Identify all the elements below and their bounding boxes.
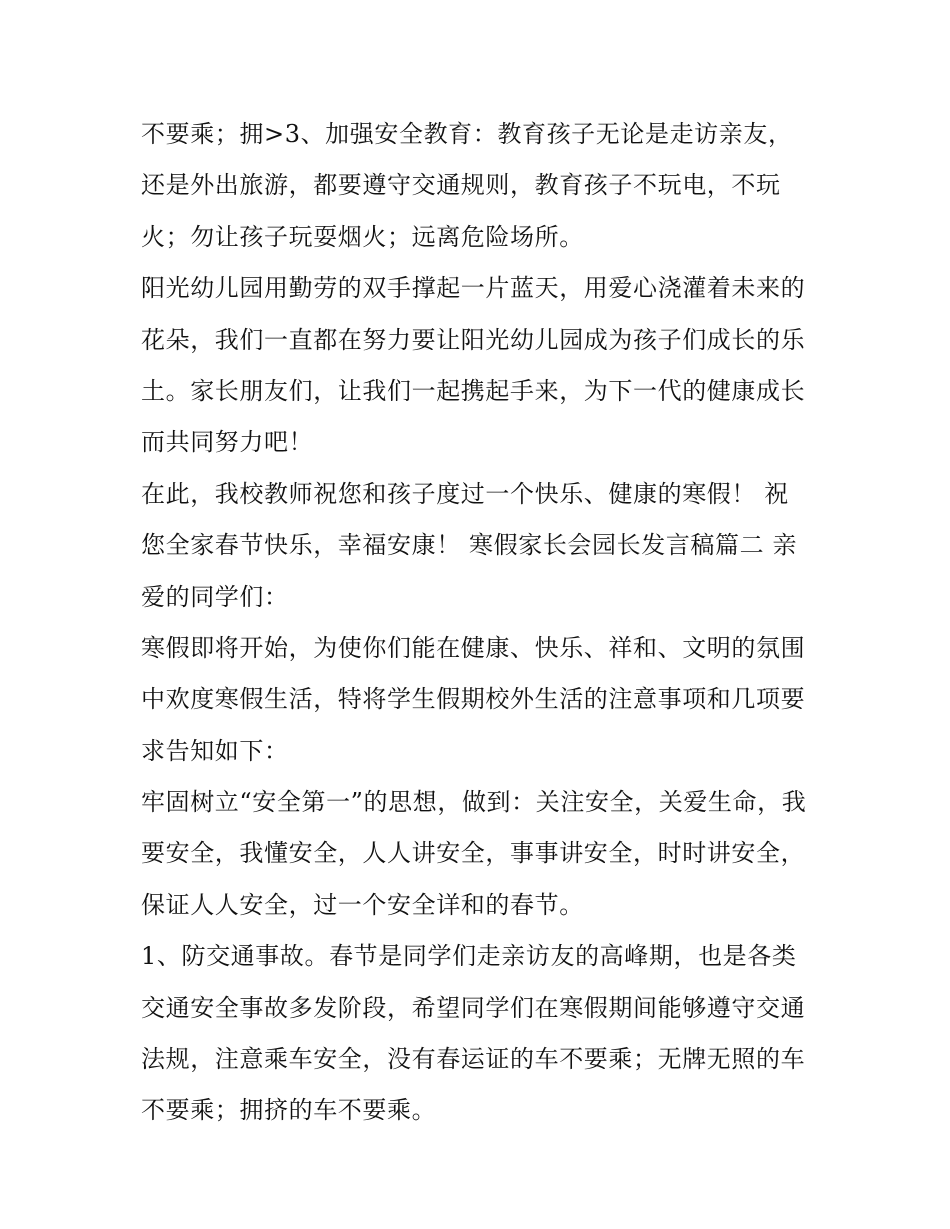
document-body <box>141 109 831 1137</box>
text-line: 求告知如下： <box>141 736 289 765</box>
text-line: 还是外出旅游，都要遵守交通规则，教育孩子不玩电，不玩 <box>141 171 781 200</box>
text-line: 寒假即将开始，为使你们能在健康、快乐、祥和、文明的氛围 <box>141 633 806 662</box>
paragraph-kindergarten-mission <box>141 263 831 469</box>
text-line: 爱的同学们： <box>141 582 289 611</box>
paragraph-safety-education-continued <box>141 109 831 263</box>
paragraph-holiday-wishes <box>141 469 831 623</box>
paragraph-safety-first <box>141 777 831 931</box>
paragraph-winter-break-intro <box>141 623 831 777</box>
text-line: 牢固树立“安全第一”的思想，做到：关注安全，关爱生命，我 <box>141 788 807 817</box>
paragraph-traffic-safety <box>141 931 831 1137</box>
text-line: 不要乘；拥>3、加强安全教育：教育孩子无论是走访亲友， <box>141 120 793 148</box>
text-line: 要安全，我懂安全，人人讲安全，事事讲安全，时时讲安全， <box>141 839 806 868</box>
text-line: 而共同努力吧！ <box>141 428 314 457</box>
text-line: 花朵，我们一直都在努力要让阳光幼儿园成为孩子们成长的乐 <box>141 325 806 354</box>
text-line: 土。家长朋友们，让我们一起携起手来，为下一代的健康成长 <box>141 376 806 405</box>
text-line: 交通安全事故多发阶段，希望同学们在寒假期间能够遵守交通 <box>141 993 806 1022</box>
text-line: 中欢度寒假生活，特将学生假期校外生活的注意事项和几项要 <box>141 685 806 714</box>
text-line: 在此，我校教师祝您和孩子度过一个快乐、健康的寒假！ 祝 <box>141 479 789 508</box>
text-line: 保证人人安全，过一个安全详和的春节。 <box>141 890 584 919</box>
text-line: 您全家春节快乐，幸福安康！ 寒假家长会园长发言稿篇二 亲 <box>141 531 798 560</box>
text-line: 不要乘；拥挤的车不要乘。 <box>141 1096 437 1125</box>
text-line: 阳光幼儿园用勤劳的双手撑起一片蓝天，用爱心浇灌着未来的 <box>141 274 806 303</box>
text-line: 法规，注意乘车安全，没有春运证的车不要乘；无牌无照的车 <box>141 1045 806 1074</box>
text-line: 火；勿让孩子玩耍烟火；远离危险场所。 <box>141 222 584 251</box>
text-line: 1、防交通事故。春节是同学们走亲访友的高峰期，也是各类 <box>141 942 797 971</box>
